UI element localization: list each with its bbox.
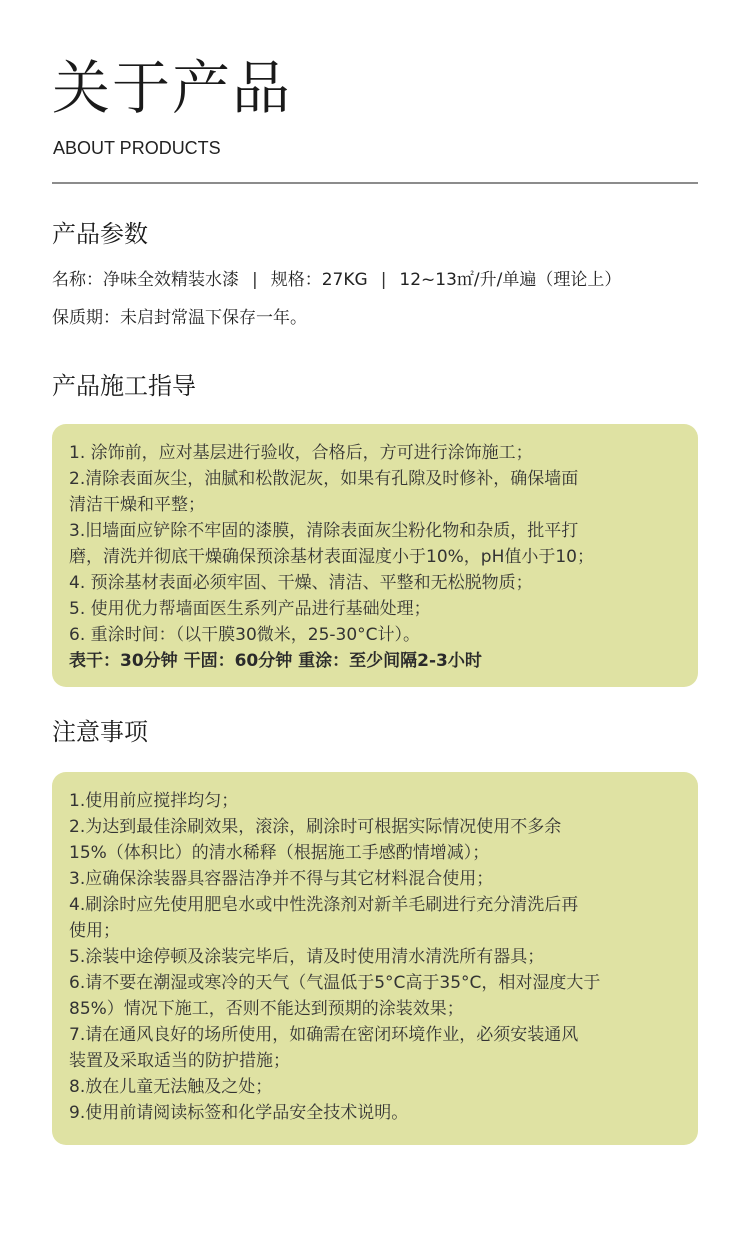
notes-section-title: 注意事项 xyxy=(52,718,148,746)
note-line: 4.刷涂时应先使用肥皂水或中性洗涤剂对新羊毛刷进行充分清洗后再 xyxy=(69,895,579,915)
params-spec-line xyxy=(52,267,621,293)
product-coverage: 12~13㎡/升/单遍（理论上） xyxy=(399,270,622,290)
guide-line: 2.清除表面灰尘，油腻和松散泥灰，如果有孔隙及时修补，确保墙面 xyxy=(69,469,579,489)
params-section-title: 产品参数 xyxy=(52,220,148,248)
note-line: 5.涂装中途停顿及涂装完毕后，请及时使用清水清洗所有器具； xyxy=(69,947,545,967)
guide-line: 5. 使用优力帮墙面医生系列产品进行基础处理； xyxy=(69,599,431,619)
guide-line: 1. 涂饰前，应对基层进行验收，合格后，方可进行涂饰施工； xyxy=(69,443,533,463)
note-line: 8.放在儿童无法触及之处； xyxy=(69,1077,273,1097)
product-spec: 规格：27KG xyxy=(270,270,368,290)
note-line: 9.使用前请阅读标签和化学品安全技术说明。 xyxy=(69,1103,409,1123)
note-line: 2.为达到最佳涂刷效果，滚涂，刷涂时可根据实际情况使用不多余 xyxy=(69,817,562,837)
shelf-life-line: 保质期：未启封常温下保存一年。 xyxy=(52,308,307,328)
note-line: 85%）情况下施工，否则不能达到预期的涂装效果； xyxy=(69,999,464,1019)
guide-line: 4. 预涂基材表面必须牢固、干燥、清洁、平整和无松脱物质； xyxy=(69,573,533,593)
note-line: 3.应确保涂装器具容器洁净并不得与其它材料混合使用； xyxy=(69,869,494,889)
page-subtitle: ABOUT PRODUCTS xyxy=(53,138,221,158)
guide-line: 3.旧墙面应铲除不牢固的漆膜，清除表面灰尘粉化物和杂质，批平打 xyxy=(69,521,579,541)
recoat-times: 表干：30分钟 干固：60分钟 重涂：至少间隔2-3小时 xyxy=(69,651,482,671)
guide-line: 6. 重涂时间：（以干膜30微米，25-30°C计）。 xyxy=(69,625,421,645)
note-line: 15%（体积比）的清水稀释（根据施工手感酌情增减）； xyxy=(69,843,490,863)
page-title: 关于产品 xyxy=(52,54,293,122)
note-line: 7.请在通风良好的场所使用，如确需在密闭环境作业，必须安装通风 xyxy=(69,1025,579,1045)
guide-panel xyxy=(52,424,698,687)
separator: | xyxy=(252,270,258,290)
note-line: 6.请不要在潮湿或寒冷的天气（气温低于5°C高于35°C，相对湿度大于 xyxy=(69,973,601,993)
guide-section-title: 产品施工指导 xyxy=(52,372,196,400)
note-line: 1.使用前应搅拌均匀； xyxy=(69,791,239,811)
guide-line: 清洁干燥和平整； xyxy=(69,495,205,515)
title-divider xyxy=(52,182,698,184)
guide-line: 磨，清洗并彻底干燥确保预涂基材表面湿度小于10%，pH值小于10； xyxy=(69,547,594,567)
notes-panel xyxy=(52,772,698,1145)
product-name: 名称：净味全效精装水漆 xyxy=(52,270,239,290)
separator: | xyxy=(380,270,387,290)
note-line: 使用； xyxy=(69,921,120,941)
note-line: 装置及采取适当的防护措施； xyxy=(69,1051,290,1071)
